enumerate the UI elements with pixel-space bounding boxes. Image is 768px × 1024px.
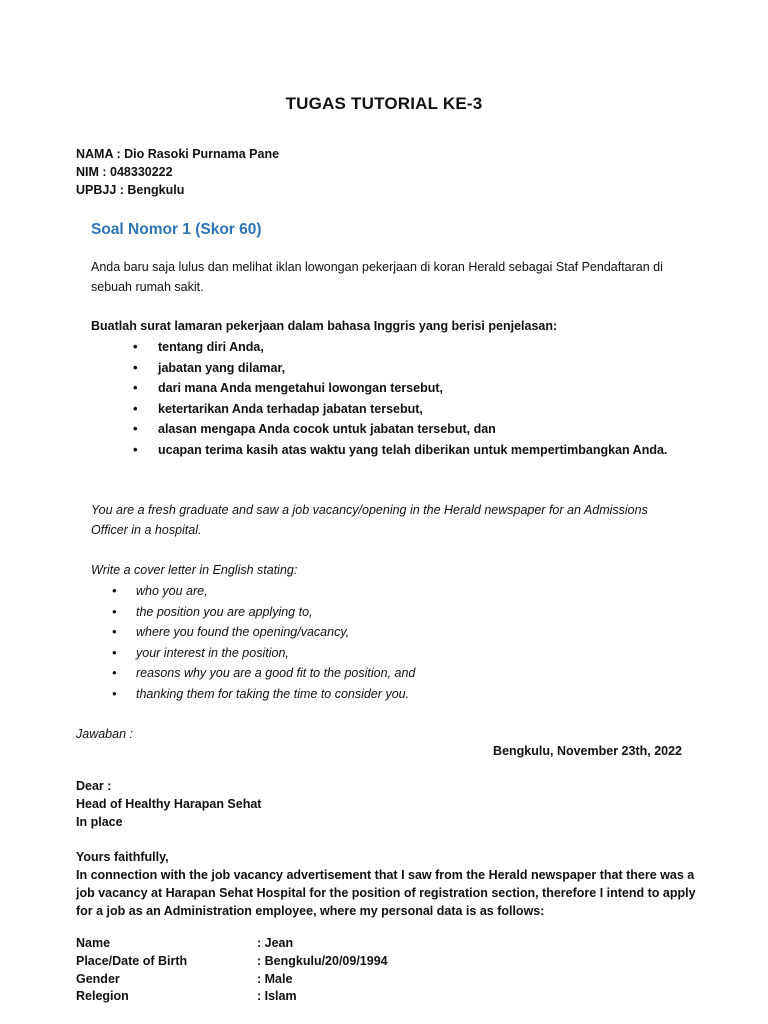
list-item: • ucapan terima kasih atas waktu yang telah diberikan untuk mempertimbangkan Anda. — [158, 440, 667, 461]
list-item: • who you are, — [136, 581, 415, 602]
bullet-list-id — [133, 337, 668, 461]
bullet-icon: • — [133, 359, 138, 375]
student-info — [76, 145, 279, 199]
answer-label: Jawaban : — [76, 727, 133, 741]
bullet-icon: • — [133, 400, 138, 416]
question-intro-id — [91, 257, 691, 297]
table-row — [76, 935, 496, 953]
bullet-icon: • — [112, 583, 117, 598]
list-item: • jabatan yang dilamar, — [158, 358, 667, 379]
bullet-icon: • — [112, 603, 117, 619]
question-intro-id-line: sebuah rumah sakit. — [91, 280, 204, 294]
data-key: Name — [76, 936, 111, 950]
letter-greeting: Yours faithfully, — [76, 850, 169, 864]
bullet-icon: • — [112, 665, 117, 681]
data-key: Place/Date of Birth — [76, 953, 188, 968]
page-title: TUGAS TUTORIAL KE-3 — [285, 94, 483, 113]
table-row — [76, 988, 496, 1006]
list-item: • thanking them for taking the time to consider you. — [136, 684, 415, 705]
question-intro-en-line: You are a fresh graduate and saw a job vacancy/opening in the Herald newspaper for an Admissions — [91, 503, 648, 517]
bullet-icon: • — [112, 644, 117, 660]
data-value: : Islam — [257, 989, 297, 1004]
personal-data-table — [76, 935, 496, 1006]
letter-address — [76, 777, 261, 831]
letter-body-line: job vacancy at Harapan Sehat Hospital for the position of registration section, therefore I intend to apply — [76, 886, 696, 900]
question-intro-id-line: Anda baru saja lulus dan melihat iklan lowongan pekerjaan di koran Herald sebagai Staf Pendaftaran di — [91, 260, 663, 274]
data-key: Relegion — [76, 989, 129, 1004]
list-item: • your interest in the position, — [136, 643, 415, 664]
letter-body-line: In connection with the job vacancy advertisement that I saw from the Herald newspaper that there was a — [76, 868, 695, 882]
bullet-icon: • — [112, 685, 117, 701]
student-upbjj: UPBJJ : Bengkulu — [76, 183, 185, 197]
letter-date: Bengkulu, November 23th, 2022 — [493, 744, 682, 758]
letter-recipient: Head of Healthy Harapan Sehat — [76, 797, 262, 811]
bullet-icon: • — [133, 441, 138, 457]
letter-place: In place — [76, 815, 123, 829]
list-item: • dari mana Anda mengetahui lowongan tersebut, — [158, 378, 667, 399]
table-row — [76, 953, 496, 971]
question-intro-en-line: Officer in a hospital. — [91, 523, 202, 537]
question-task-id: Buatlah surat lamaran pekerjaan dalam bahasa Inggris yang berisi penjelasan: — [91, 319, 558, 333]
bullet-list-en — [112, 581, 416, 705]
question-heading: Soal Nomor 1 (Skor 60) — [91, 221, 262, 238]
list-item: • the position you are applying to, — [136, 602, 415, 623]
list-item: • alasan mengapa Anda cocok untuk jabatan tersebut, dan — [158, 419, 667, 440]
bullet-icon: • — [133, 421, 138, 437]
bullet-icon: • — [133, 339, 138, 354]
table-row — [76, 971, 496, 989]
student-nim: NIM : 048330222 — [76, 165, 173, 179]
bullet-icon: • — [112, 624, 117, 640]
letter-body — [76, 848, 696, 920]
letter-dear: Dear : — [76, 779, 112, 793]
letter-body-line: for a job as an Administration employee, where my personal data is as follows: — [76, 904, 545, 918]
bullet-icon: • — [133, 380, 138, 396]
list-item: • reasons why you are a good fit to the position, and — [136, 663, 415, 684]
list-item: • where you found the opening/vacancy, — [136, 622, 415, 643]
list-item: • ketertarikan Anda terhadap jabatan tersebut, — [158, 399, 667, 420]
student-name: NAMA : Dio Rasoki Purnama Pane — [76, 147, 280, 161]
question-task-en: Write a cover letter in English stating: — [91, 563, 298, 577]
data-value: : Jean — [257, 936, 294, 950]
list-item: • tentang diri Anda, — [158, 337, 667, 358]
question-intro-en — [91, 500, 691, 540]
data-key: Gender — [76, 971, 120, 986]
data-value: : Male — [257, 971, 293, 986]
data-value: : Bengkulu/20/09/1994 — [257, 953, 388, 968]
